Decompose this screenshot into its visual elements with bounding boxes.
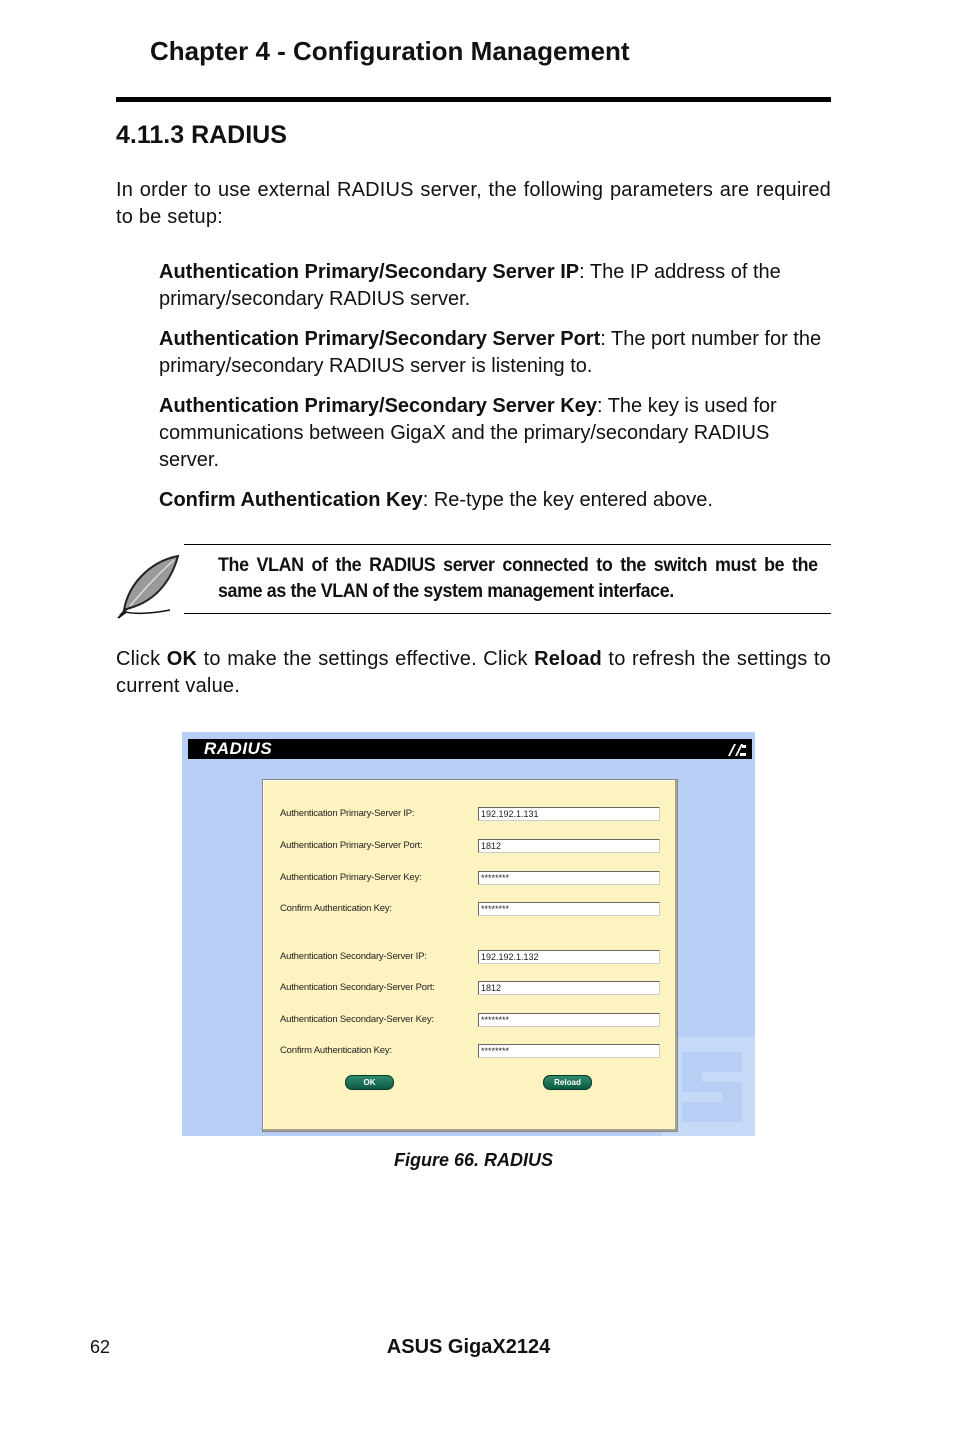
chapter-title: Chapter 4 - Configuration Management bbox=[150, 36, 630, 66]
feather-pen-icon bbox=[114, 552, 184, 620]
window-titlebar bbox=[188, 739, 752, 759]
param-desc: : The port number for the primary/secondary RADIUS server is listening to. bbox=[159, 328, 822, 377]
param-term: Authentication Primary/Secondary Server IP bbox=[159, 261, 580, 283]
vendor-logo-icon bbox=[726, 741, 748, 758]
param-desc: : The IP address of the primary/secondary RADIUS server. bbox=[159, 261, 781, 310]
field-label: Authentication Secondary-Server Key: bbox=[280, 1014, 434, 1025]
field-row bbox=[280, 1044, 660, 1058]
section-title: 4.11.3 RADIUS bbox=[116, 121, 287, 149]
parameter-list bbox=[159, 259, 831, 527]
field-row bbox=[280, 981, 660, 995]
page-number: 62 bbox=[90, 1337, 111, 1357]
footer-product: ASUS GigaX2124 bbox=[386, 1336, 551, 1358]
field-label: Confirm Authentication Key: bbox=[280, 903, 392, 914]
radius-settings-panel bbox=[262, 779, 678, 1132]
primary-confirm-key-input[interactable]: ******** bbox=[478, 902, 660, 916]
field-row bbox=[280, 839, 660, 853]
ok-button[interactable]: OK bbox=[345, 1075, 394, 1090]
note-text: The VLAN of the RADIUS server connected to the switch must be the same as the VLAN of the system management interface. bbox=[218, 555, 818, 602]
param-desc: : Re-type the key entered above. bbox=[422, 489, 713, 511]
field-row bbox=[280, 1013, 660, 1027]
intro-paragraph: In order to use external RADIUS server, the following parameters are required to be setup: bbox=[116, 179, 831, 228]
field-row bbox=[280, 871, 660, 885]
radius-screenshot bbox=[182, 732, 755, 1136]
param-item bbox=[159, 326, 831, 380]
primary-server-key-input[interactable]: ******** bbox=[478, 871, 660, 885]
param-term: Authentication Primary/Secondary Server Port bbox=[159, 328, 601, 350]
secondary-confirm-key-input[interactable]: ******** bbox=[478, 1044, 660, 1058]
param-term: Confirm Authentication Key bbox=[159, 489, 423, 511]
param-item bbox=[159, 259, 831, 313]
secondary-server-key-input[interactable]: ******** bbox=[478, 1013, 660, 1027]
window-title: RADIUS bbox=[204, 739, 273, 758]
primary-server-ip-input[interactable]: 192.192.1.131 bbox=[478, 807, 660, 821]
field-label: Authentication Primary-Server Key: bbox=[280, 872, 422, 883]
field-label: Authentication Secondary-Server IP: bbox=[280, 951, 427, 962]
secondary-server-port-input[interactable]: 1812 bbox=[478, 981, 660, 995]
field-label: Authentication Primary-Server Port: bbox=[280, 840, 423, 851]
note-top-rule bbox=[184, 544, 831, 545]
field-row bbox=[280, 902, 660, 916]
header-rule bbox=[116, 97, 831, 102]
note-bottom-rule bbox=[184, 613, 831, 614]
click-instructions: Click OK to make the settings effective. Click Reload to refresh the settings to current value. bbox=[116, 648, 831, 697]
param-item bbox=[159, 393, 831, 474]
reload-button[interactable]: Reload bbox=[543, 1075, 592, 1090]
param-desc: : The key is used for communications between GigaX and the primary/secondary RADIUS server. bbox=[159, 395, 777, 471]
figure-caption: Figure 66. RADIUS bbox=[393, 1150, 554, 1170]
primary-server-port-input[interactable]: 1812 bbox=[478, 839, 660, 853]
param-item bbox=[159, 487, 831, 514]
secondary-server-ip-input[interactable]: 192.192.1.132 bbox=[478, 950, 660, 964]
field-label: Authentication Secondary-Server Port: bbox=[280, 982, 435, 993]
field-row bbox=[280, 950, 660, 964]
param-term: Authentication Primary/Secondary Server Key bbox=[159, 395, 597, 417]
field-label: Confirm Authentication Key: bbox=[280, 1045, 392, 1056]
field-label: Authentication Primary-Server IP: bbox=[280, 808, 415, 819]
field-row bbox=[280, 807, 660, 821]
